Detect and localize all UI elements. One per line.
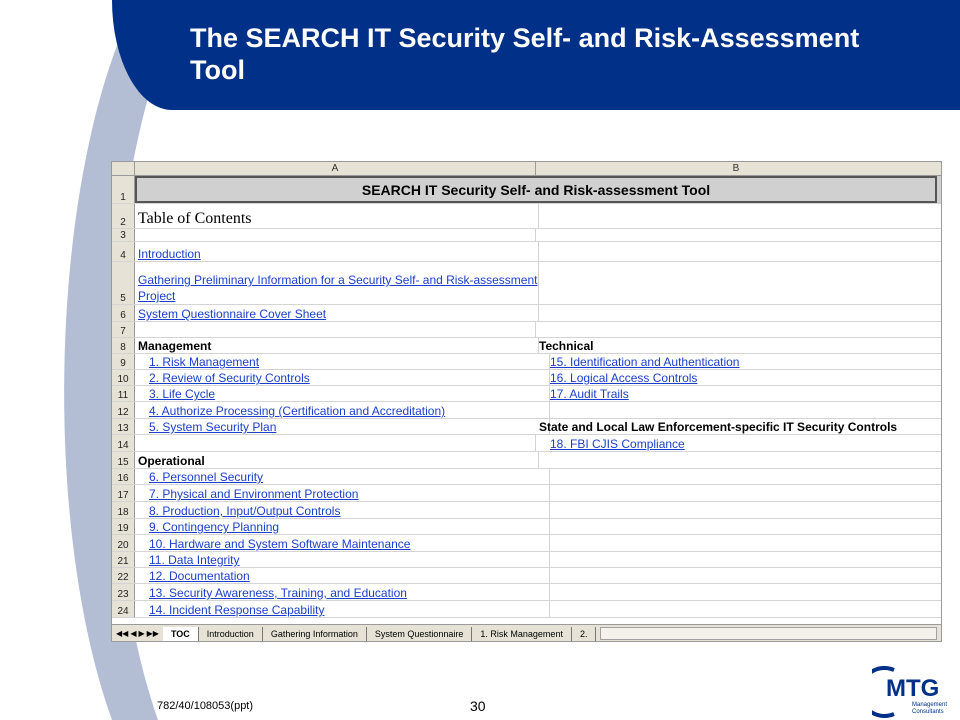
cell-b[interactable] — [536, 242, 941, 261]
section-operational: Operational — [135, 452, 539, 468]
slide-title: The SEARCH IT Security Self- and Risk-Assessment Tool — [190, 23, 860, 85]
cell-b[interactable] — [536, 485, 941, 501]
mtg-logo — [872, 664, 956, 720]
link-fbi-cjis-compliance[interactable]: 18. FBI CJIS Compliance — [550, 437, 685, 451]
row-number[interactable]: 4 — [112, 242, 135, 261]
cell-b[interactable] — [536, 535, 941, 551]
section-technical: Technical — [539, 339, 594, 353]
table-row — [112, 322, 941, 338]
row-number[interactable]: 6 — [112, 305, 135, 321]
row-number[interactable]: 24 — [112, 601, 135, 617]
table-row — [112, 204, 941, 229]
row-number[interactable]: 8 — [112, 338, 135, 353]
cell-b[interactable] — [536, 568, 941, 583]
table-row — [112, 242, 941, 262]
cell-b[interactable] — [536, 552, 941, 567]
spreadsheet-screenshot — [111, 161, 942, 642]
last-sheet-icon[interactable]: ▶▶ — [146, 629, 159, 638]
row-number[interactable]: 16 — [112, 469, 135, 484]
table-row — [112, 354, 941, 370]
table-row — [112, 601, 941, 618]
column-header-b[interactable]: B — [732, 163, 740, 174]
row-number[interactable]: 21 — [112, 552, 135, 567]
row-number[interactable]: 11 — [112, 386, 135, 401]
cell-b[interactable] — [536, 584, 941, 600]
row-number[interactable]: 15 — [112, 452, 135, 468]
table-row — [112, 584, 941, 601]
sheet-tab-introduction[interactable]: Introduction — [199, 627, 263, 641]
row-number[interactable]: 14 — [112, 435, 135, 451]
row-number[interactable]: 19 — [112, 519, 135, 534]
column-header-bar — [112, 162, 941, 176]
cell-a[interactable] — [135, 322, 536, 337]
sheet-tab-gathering-information[interactable]: Gathering Information — [263, 627, 367, 641]
table-row — [112, 568, 941, 584]
link-documentation[interactable]: 12. Documentation — [149, 569, 250, 583]
sheet-header-title: SEARCH IT Security Self- and Risk-assessment Tool — [135, 176, 937, 203]
cell-b[interactable] — [536, 469, 941, 484]
table-row — [112, 519, 941, 535]
link-hardware-software-maintenance[interactable]: 10. Hardware and System Software Maintenance — [149, 537, 411, 551]
prev-sheet-icon[interactable]: ◀ — [130, 629, 137, 638]
link-system-questionnaire-cover-sheet[interactable]: System Questionnaire Cover Sheet — [138, 307, 327, 321]
row-number[interactable]: 13 — [112, 419, 135, 434]
link-data-integrity[interactable]: 11. Data Integrity — [149, 553, 240, 567]
horizontal-scrollbar[interactable] — [600, 627, 937, 640]
row-number[interactable]: 2 — [112, 204, 135, 228]
next-sheet-icon[interactable]: ▶ — [138, 629, 145, 638]
link-production-io-controls[interactable]: 8. Production, Input/Output Controls — [149, 504, 341, 518]
table-row — [112, 229, 941, 242]
row-number[interactable]: 17 — [112, 485, 135, 501]
table-row — [112, 370, 941, 386]
column-header-a[interactable]: A — [135, 162, 536, 175]
row-number[interactable]: 5 — [112, 262, 135, 304]
sheet-tab-risk-management[interactable]: 1. Risk Management — [472, 627, 572, 641]
table-row — [112, 402, 941, 419]
link-identification-authentication[interactable]: 15. Identification and Authentication — [550, 355, 740, 369]
footer-code: 782/40/108053(ppt) — [157, 700, 254, 712]
table-row — [112, 305, 941, 322]
row-number[interactable]: 23 — [112, 584, 135, 600]
sheet-tab-2[interactable]: 2. — [572, 627, 597, 641]
table-row — [112, 502, 941, 519]
row-number[interactable]: 18 — [112, 502, 135, 518]
table-row — [112, 485, 941, 502]
link-logical-access-controls[interactable]: 16. Logical Access Controls — [550, 371, 698, 385]
select-all-corner[interactable] — [112, 162, 135, 175]
link-review-security-controls[interactable]: 2. Review of Security Controls — [149, 371, 310, 385]
cell-b[interactable] — [536, 402, 941, 418]
row-number[interactable]: 10 — [112, 370, 135, 385]
cell-b[interactable] — [536, 601, 941, 617]
sheet-tab-bar — [112, 624, 941, 642]
first-sheet-icon[interactable]: ◀◀ — [116, 629, 129, 638]
link-introduction[interactable]: Introduction — [138, 247, 201, 261]
section-state-local-law-enforcement: State and Local Law Enforcement-specific IT Security Controls — [539, 420, 898, 434]
cell-a[interactable] — [135, 229, 536, 241]
row-number[interactable]: 9 — [112, 354, 135, 369]
link-audit-trails[interactable]: 17. Audit Trails — [550, 387, 629, 401]
cell-b[interactable] — [536, 305, 941, 321]
link-life-cycle[interactable]: 3. Life Cycle — [149, 387, 216, 401]
table-row — [112, 535, 941, 552]
sheet-tab-system-questionnaire[interactable]: System Questionnaire — [367, 627, 473, 641]
table-row — [112, 435, 941, 452]
toc-heading: Table of Contents — [135, 204, 539, 228]
section-management: Management — [135, 338, 539, 353]
link-security-awareness-training[interactable]: 13. Security Awareness, Training, and Education — [149, 586, 407, 600]
page-number: 30 — [470, 698, 486, 714]
logo-sub1: Management — [912, 702, 948, 708]
link-risk-management[interactable]: 1. Risk Management — [149, 355, 260, 369]
link-gathering-preliminary-information[interactable]: Gathering Preliminary Information for a Security Self- and Risk-assessment Project — [138, 273, 538, 303]
table-row — [112, 552, 941, 568]
table-row — [112, 338, 941, 354]
link-contingency-planning[interactable]: 9. Contingency Planning — [149, 520, 280, 534]
row-number[interactable]: 1 — [112, 176, 135, 203]
link-authorize-processing[interactable]: 4. Authorize Processing (Certification and Accreditation) — [149, 404, 446, 418]
row-number[interactable]: 7 — [112, 322, 135, 337]
cell-b[interactable] — [536, 229, 941, 241]
table-row — [112, 176, 941, 204]
link-physical-environment-protection[interactable]: 7. Physical and Environment Protection — [149, 487, 359, 501]
cell-a[interactable] — [135, 435, 536, 451]
table-row — [112, 386, 941, 402]
sheet-tab-toc[interactable]: TOC — [163, 627, 199, 641]
table-row — [112, 419, 941, 435]
table-row — [112, 262, 941, 305]
row-number[interactable]: 22 — [112, 568, 135, 583]
cell-b[interactable] — [536, 204, 941, 228]
row-number[interactable]: 20 — [112, 535, 135, 551]
table-row — [112, 452, 941, 469]
cell-b[interactable] — [536, 452, 941, 468]
row-number[interactable]: 12 — [112, 402, 135, 418]
cell-b[interactable] — [536, 262, 941, 304]
logo-text: MTG — [886, 675, 940, 702]
cell-b[interactable] — [536, 502, 941, 518]
table-row — [112, 469, 941, 485]
sheet-nav-buttons — [112, 629, 163, 638]
link-personnel-security[interactable]: 6. Personnel Security — [149, 470, 264, 484]
logo-sub2: Consultants — [912, 709, 944, 715]
cell-b[interactable] — [536, 519, 941, 534]
link-system-security-plan[interactable]: 5. System Security Plan — [149, 420, 277, 434]
link-incident-response-capability[interactable]: 14. Incident Response Capability — [149, 603, 325, 617]
cell-b[interactable] — [536, 322, 941, 337]
row-number[interactable]: 3 — [112, 229, 135, 241]
